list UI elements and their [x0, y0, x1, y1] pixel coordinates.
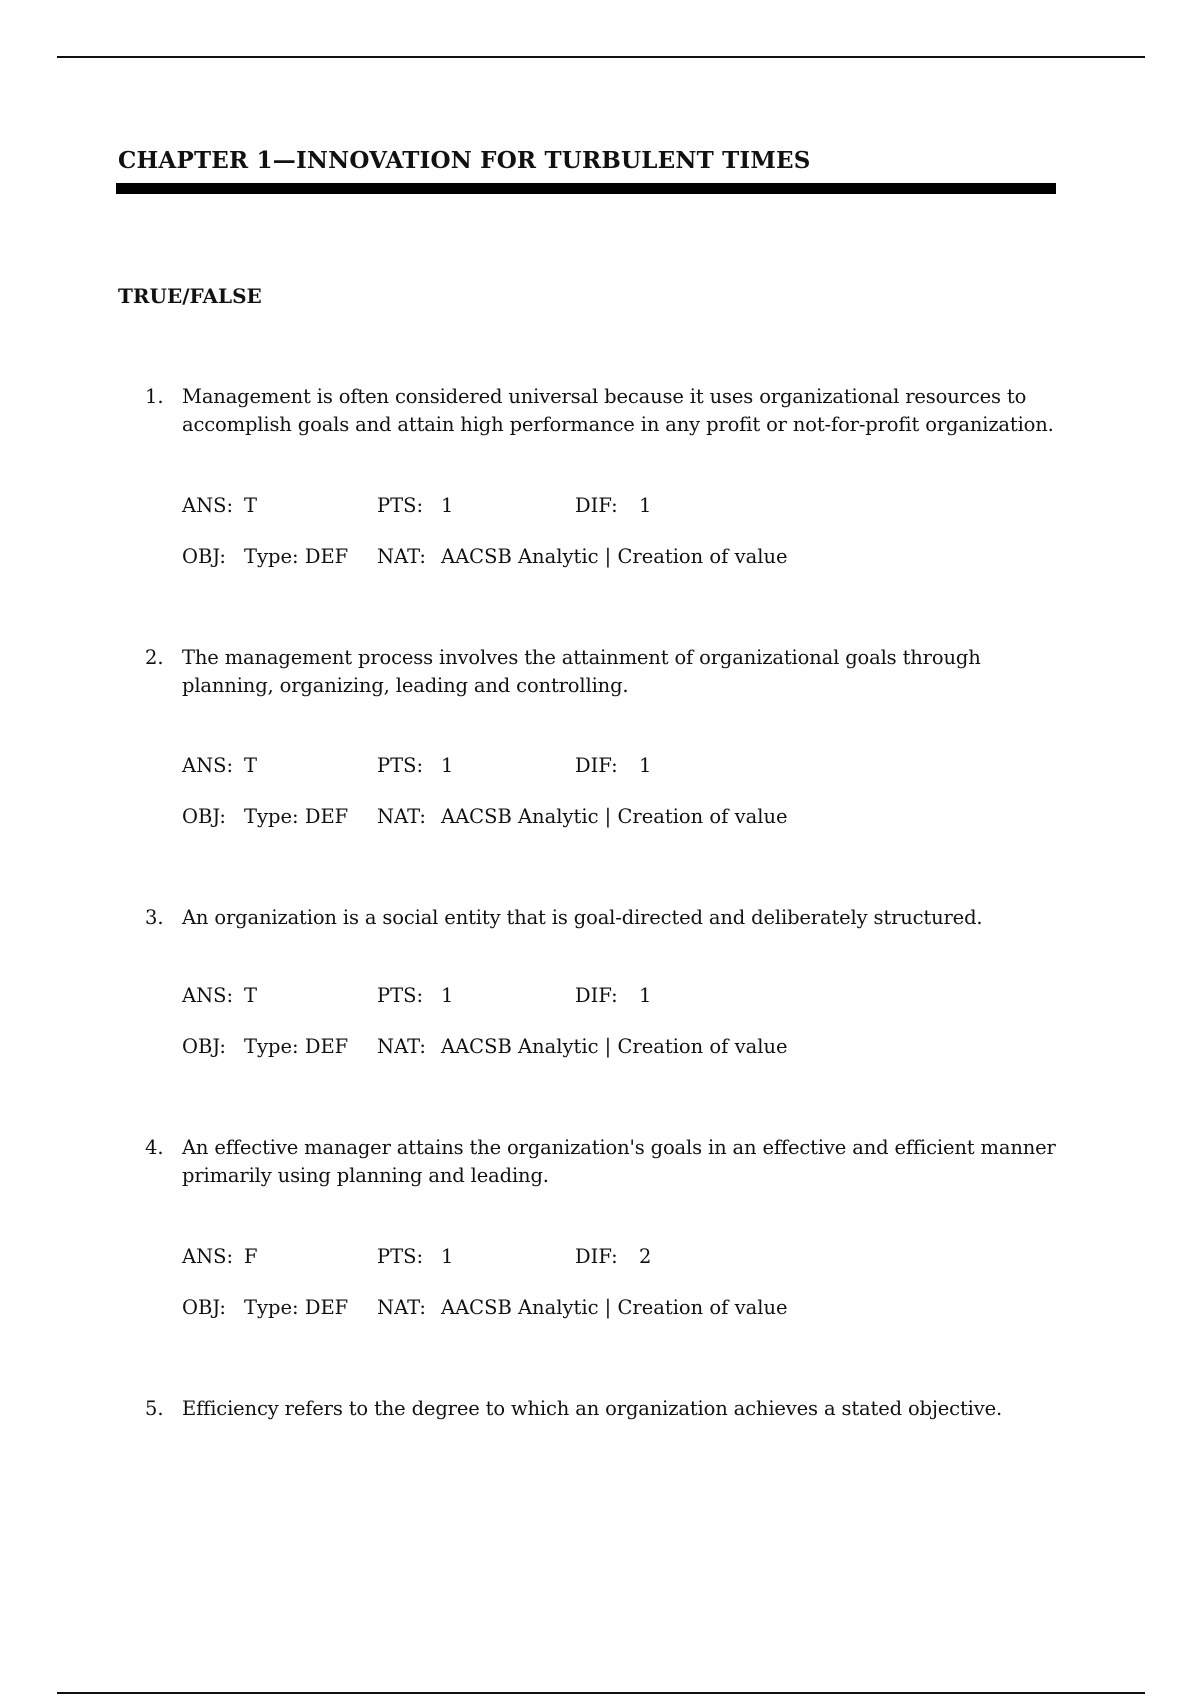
chapter-title: CHAPTER 1—INNOVATION FOR TURBULENT TIMES — [118, 147, 811, 174]
obj-label: OBJ: — [182, 805, 226, 828]
question-text: Management is often considered universal because it uses organizational resources to accomplish goals and attain high performance in any profit or not-for-profit organization. — [182, 385, 1054, 436]
nat-label: NAT: — [377, 1296, 426, 1319]
question-1-objective-row — [0, 543, 1200, 571]
ans-value: T — [244, 494, 258, 517]
question-text: An organization is a social entity that is goal-directed and deliberately structured. — [182, 906, 983, 929]
question-4-answer-row — [0, 1243, 1200, 1271]
dif-value: 1 — [639, 494, 652, 517]
question-2-answer-row — [0, 752, 1200, 780]
obj-label: OBJ: — [182, 545, 226, 568]
obj-label: OBJ: — [182, 1035, 226, 1058]
dif-value: 1 — [639, 754, 652, 777]
pts-label: PTS: — [377, 1245, 424, 1268]
nat-value: AACSB Analytic | Creation of value — [441, 545, 788, 568]
pts-value: 1 — [441, 1245, 454, 1268]
question-1-answer-row — [0, 492, 1200, 520]
nat-value: AACSB Analytic | Creation of value — [441, 1296, 788, 1319]
dif-label: DIF: — [575, 494, 618, 517]
nat-value: AACSB Analytic | Creation of value — [441, 805, 788, 828]
ans-label: ANS: — [182, 494, 234, 517]
nat-label: NAT: — [377, 1035, 426, 1058]
obj-value: Type: DEF — [244, 805, 349, 828]
ans-label: ANS: — [182, 984, 234, 1007]
ans-label: ANS: — [182, 754, 234, 777]
obj-value: Type: DEF — [244, 1296, 349, 1319]
question-3-objective-row — [0, 1033, 1200, 1061]
dif-value: 1 — [639, 984, 652, 1007]
pts-value: 1 — [441, 984, 454, 1007]
question-number: 3. — [145, 906, 164, 929]
question-number: 2. — [145, 646, 164, 669]
ans-label: ANS: — [182, 1245, 234, 1268]
dif-label: DIF: — [575, 1245, 618, 1268]
question-text: Efficiency refers to the degree to which an organization achieves a stated objective. — [182, 1397, 1003, 1420]
dif-label: DIF: — [575, 984, 618, 1007]
ans-value: T — [244, 984, 258, 1007]
obj-value: Type: DEF — [244, 1035, 349, 1058]
nat-value: AACSB Analytic | Creation of value — [441, 1035, 788, 1058]
section-title: TRUE/FALSE — [118, 284, 262, 308]
obj-value: Type: DEF — [244, 545, 349, 568]
pts-label: PTS: — [377, 754, 424, 777]
ans-value: F — [244, 1245, 258, 1268]
obj-label: OBJ: — [182, 1296, 226, 1319]
chapter-title-underline-bar — [116, 183, 1056, 194]
question-2-objective-row — [0, 803, 1200, 831]
dif-value: 2 — [639, 1245, 652, 1268]
question-number: 4. — [145, 1136, 164, 1159]
nat-label: NAT: — [377, 545, 426, 568]
nat-label: NAT: — [377, 805, 426, 828]
page-bottom-rule — [57, 1692, 1145, 1694]
question-text: An effective manager attains the organization's goals in an effective and efficient manner primarily using planning and leading. — [182, 1136, 1056, 1187]
question-number: 5. — [145, 1397, 164, 1420]
page-top-rule — [57, 56, 1145, 58]
dif-label: DIF: — [575, 754, 618, 777]
pts-value: 1 — [441, 754, 454, 777]
question-number: 1. — [145, 385, 164, 408]
ans-value: T — [244, 754, 258, 777]
question-text: The management process involves the attainment of organizational goals through planning, organizing, leading and controlling. — [182, 646, 981, 697]
pts-label: PTS: — [377, 984, 424, 1007]
question-3-answer-row — [0, 982, 1200, 1010]
question-4-objective-row — [0, 1294, 1200, 1322]
pts-label: PTS: — [377, 494, 424, 517]
pts-value: 1 — [441, 494, 454, 517]
